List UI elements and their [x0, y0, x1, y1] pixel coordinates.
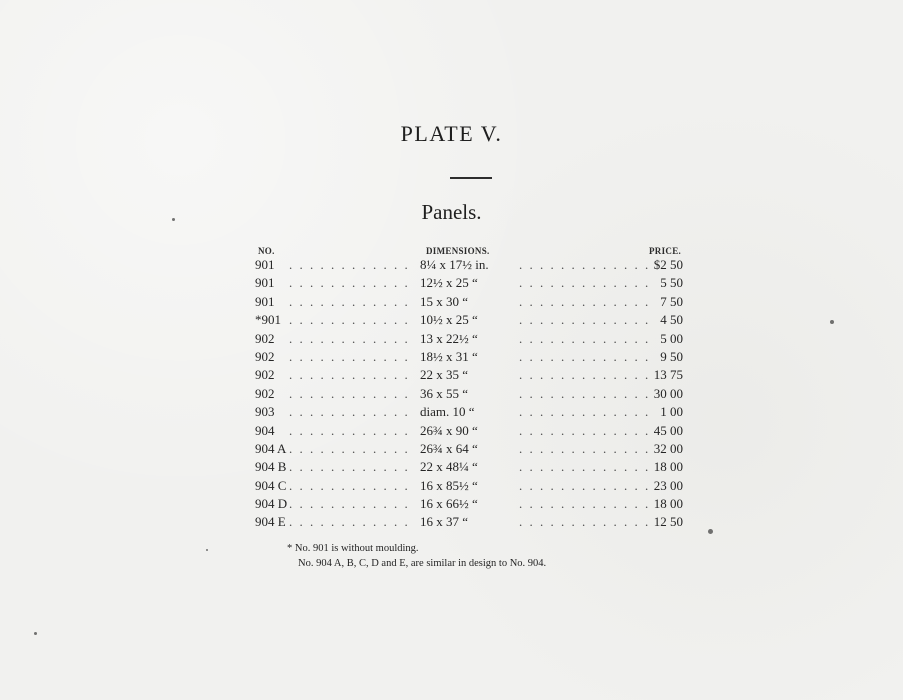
- item-dimensions: 16 x 85½ “: [420, 477, 478, 493]
- table-row: [255, 293, 685, 311]
- table-row: [255, 348, 685, 366]
- plate-title: PLATE V.: [400, 121, 503, 146]
- dot-leader: . . . . . . . . . . . .: [289, 422, 410, 438]
- dot-leader: . . . . . . . . . . . . .: [519, 348, 651, 364]
- title-divider: [450, 177, 492, 179]
- item-number: 903: [255, 404, 275, 420]
- dot-leader: . . . . . . . . . . . . .: [519, 514, 651, 530]
- item-price: 12 50: [653, 514, 683, 530]
- item-number: 902: [255, 385, 275, 401]
- table-row: [255, 440, 685, 458]
- item-dimensions: 22 x 48¼ “: [420, 459, 478, 475]
- item-price: 7 50: [660, 293, 683, 309]
- footnote-design: No. 904 A, B, C, D and E, are similar in design to No. 904.: [298, 558, 547, 569]
- table-row: [255, 366, 685, 384]
- item-price: $2 50: [653, 257, 683, 272]
- dot-leader: . . . . . . . . . . . . .: [519, 477, 651, 493]
- item-dimensions: 15 x 30 “: [420, 293, 469, 309]
- item-number: 904 B: [255, 459, 287, 475]
- item-number: 901: [255, 257, 275, 272]
- dot-leader: . . . . . . . . . . . . .: [519, 312, 651, 328]
- dot-leader: . . . . . . . . . . . . .: [519, 367, 651, 383]
- dot-leader: . . . . . . . . . . . . .: [519, 257, 651, 272]
- column-header-dimensions: DIMENSIONS.: [426, 246, 490, 256]
- item-price: 9 50: [660, 348, 683, 364]
- dot-leader: . . . . . . . . . . . .: [289, 330, 410, 346]
- dot-leader: . . . . . . . . . . . . .: [519, 385, 651, 401]
- paper-speck: [34, 632, 37, 635]
- table-row: [255, 513, 685, 531]
- dot-leader: . . . . . . . . . . . . .: [519, 330, 651, 346]
- item-price: 18 00: [653, 496, 683, 512]
- dot-leader: . . . . . . . . . . . .: [289, 275, 410, 291]
- item-price: 32 00: [653, 440, 683, 456]
- dot-leader: . . . . . . . . . . . . .: [519, 275, 651, 291]
- table-row: [255, 477, 685, 495]
- item-price: 5 00: [660, 330, 683, 346]
- item-number: 901: [255, 275, 275, 291]
- item-dimensions: 22 x 35 “: [420, 367, 469, 383]
- item-dimensions: 10½ x 25 “: [420, 312, 478, 328]
- dot-leader: . . . . . . . . . . . . .: [519, 440, 651, 456]
- dot-leader: . . . . . . . . . . . .: [289, 257, 410, 272]
- item-number: 904 C: [255, 477, 287, 493]
- dot-leader: . . . . . . . . . . . . .: [519, 404, 651, 420]
- item-number: 902: [255, 330, 275, 346]
- dot-leader: . . . . . . . . . . . . .: [519, 496, 651, 512]
- dot-leader: . . . . . . . . . . . .: [289, 385, 410, 401]
- item-number: 904 D: [255, 496, 288, 512]
- item-number: 902: [255, 348, 275, 364]
- dot-leader: . . . . . . . . . . . .: [289, 293, 410, 309]
- item-price: 23 00: [653, 477, 683, 493]
- dot-leader: . . . . . . . . . . . .: [289, 496, 410, 512]
- dot-leader: . . . . . . . . . . . . .: [519, 459, 651, 475]
- item-number: 904 A: [255, 440, 287, 456]
- table-row: [255, 274, 685, 292]
- dot-leader: . . . . . . . . . . . .: [289, 367, 410, 383]
- footnote-moulding: * No. 901 is without moulding.: [287, 543, 419, 554]
- item-price: 13 75: [653, 367, 683, 383]
- paper-speck: [830, 320, 834, 324]
- item-number: 904: [255, 422, 275, 438]
- dot-leader: . . . . . . . . . . . . .: [519, 293, 651, 309]
- item-dimensions: 26¾ x 64 “: [420, 440, 478, 456]
- dot-leader: . . . . . . . . . . . .: [289, 312, 410, 328]
- paper-speck: [708, 529, 713, 534]
- item-price: 30 00: [653, 385, 683, 401]
- dot-leader: . . . . . . . . . . . .: [289, 459, 410, 475]
- item-dimensions: 12½ x 25 “: [420, 275, 478, 291]
- column-header-price: PRICE.: [649, 246, 682, 256]
- item-price: 1 00: [660, 404, 683, 420]
- table-row: [255, 495, 685, 513]
- dot-leader: . . . . . . . . . . . .: [289, 348, 410, 364]
- item-dimensions: 13 x 22½ “: [420, 330, 478, 346]
- paper-speck: [206, 549, 208, 551]
- section-title: Panels.: [421, 200, 482, 224]
- item-dimensions: diam. 10 “: [420, 404, 475, 420]
- item-number: 904 E: [255, 514, 286, 530]
- table-row: [255, 422, 685, 440]
- dot-leader: . . . . . . . . . . . .: [289, 477, 410, 493]
- footnotes: [287, 541, 546, 571]
- table-row: [255, 311, 685, 329]
- dot-leader: . . . . . . . . . . . .: [289, 440, 410, 456]
- dot-leader: . . . . . . . . . . . .: [289, 404, 410, 420]
- item-dimensions: 8¼ x 17½ in.: [420, 257, 489, 272]
- table-row: [255, 385, 685, 403]
- item-dimensions: 16 x 66½ “: [420, 496, 478, 512]
- column-header-number: NO.: [258, 246, 275, 256]
- table-row: [255, 458, 685, 476]
- table-row: [255, 330, 685, 348]
- item-dimensions: 26¾ x 90 “: [420, 422, 478, 438]
- item-number: 902: [255, 367, 275, 383]
- item-number: *901: [255, 312, 281, 328]
- item-dimensions: 16 x 37 “: [420, 514, 469, 530]
- table-row: [255, 403, 685, 421]
- item-price: 45 00: [653, 422, 683, 438]
- table-row: [255, 256, 685, 274]
- panels-price-table: [255, 256, 685, 532]
- item-price: 4 50: [660, 312, 683, 328]
- item-number: 901: [255, 293, 275, 309]
- item-price: 5 50: [660, 275, 683, 291]
- dot-leader: . . . . . . . . . . . .: [289, 514, 410, 530]
- dot-leader: . . . . . . . . . . . . .: [519, 422, 651, 438]
- item-price: 18 00: [653, 459, 683, 475]
- item-dimensions: 36 x 55 “: [420, 385, 469, 401]
- item-dimensions: 18½ x 31 “: [420, 348, 478, 364]
